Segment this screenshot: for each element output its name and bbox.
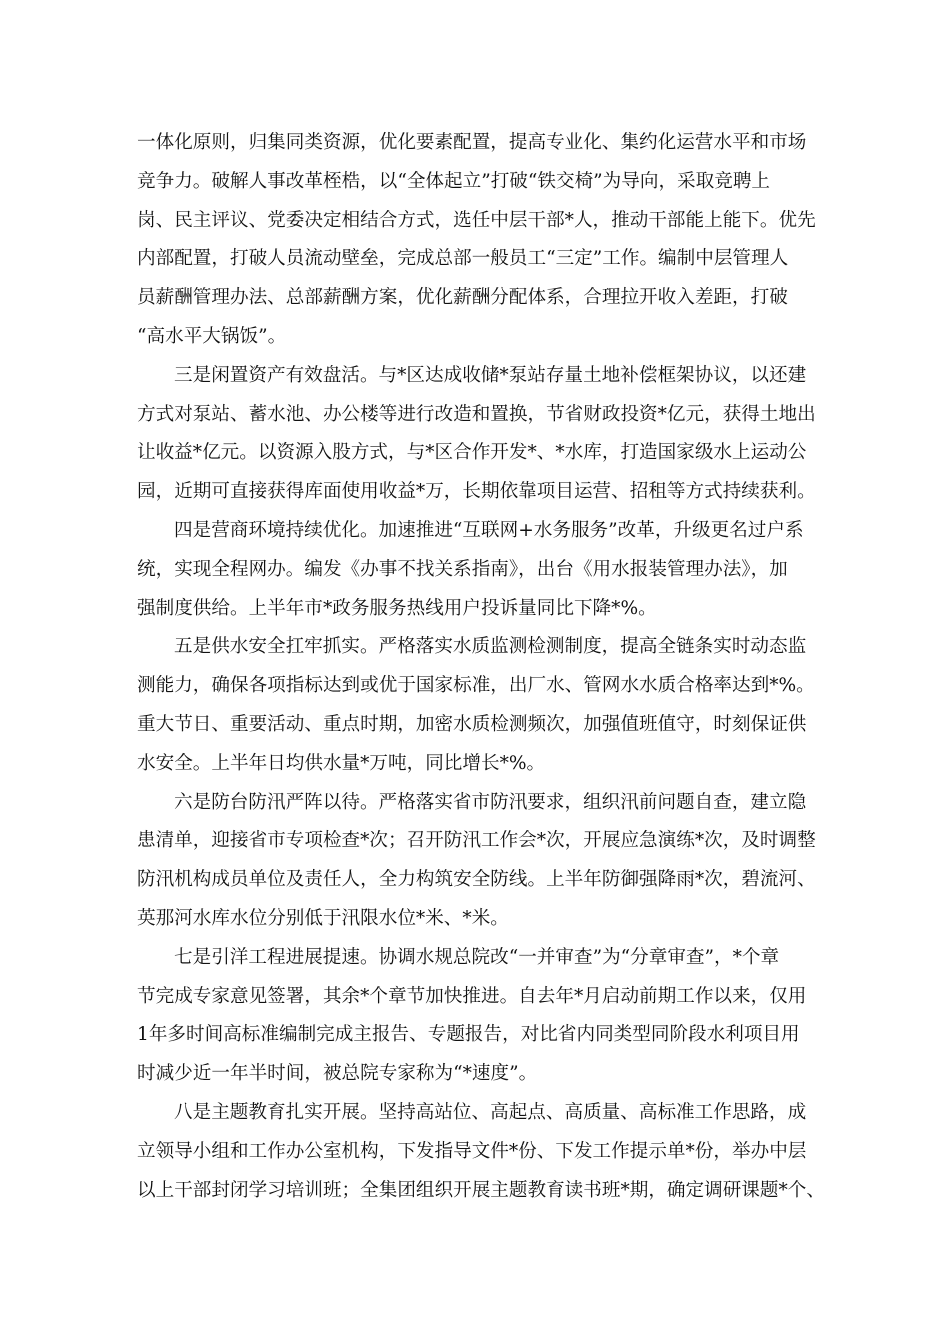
paragraph-water-diversion-project bbox=[137, 939, 851, 1094]
text-line: 重大节日、重要活动、重点时期，加密水质检测频次，加强值班值守，时刻保证供 bbox=[137, 713, 807, 735]
text-line: 以上干部封闭学习培训班；全集团组织开展主题教育读书班*期，确定调研课题*个、 bbox=[137, 1179, 825, 1201]
text-line: 强制度供给。上半年市*政务服务热线用户投诉量同比下降*%。 bbox=[137, 597, 657, 619]
text-line: 六是防台防汛严阵以待。严格落实省市防汛要求，组织汛前问题自查，建立隐 bbox=[174, 791, 807, 813]
text-line: 英那河水库水位分别低于汛限水位*米、*米。 bbox=[137, 907, 509, 929]
text-line: 让收益*亿元。以资源入股方式，与*区合作开发*、*水库，打造国家级水上运动公 bbox=[137, 442, 807, 464]
text-line: 统，实现全程网办。编发《办事不找关系指南》，出台《用水报装管理办法》，加 bbox=[137, 558, 788, 580]
text-line: 防汛机构成员单位及责任人，全力构筑安全防线。上半年防御强降雨*次，碧流河、 bbox=[137, 869, 816, 891]
text-line: 时减少近一年半时间，被总院专家称为“*速度”。 bbox=[137, 1063, 538, 1085]
paragraph-flood-prevention bbox=[137, 784, 851, 939]
text-line: 员薪酬管理办法、总部薪酬方案，优化薪酬分配体系，合理拉开收入差距，打破 bbox=[137, 287, 788, 309]
text-line: 八是主题教育扎实开展。坚持高站位、高起点、高质量、高标准工作思路，成 bbox=[174, 1101, 807, 1123]
text-line: 患清单，迎接省市专项检查*次；召开防汛工作会*次，开展应急演练*次，及时调整 bbox=[137, 830, 816, 852]
text-line: 内部配置，打破人员流动壁垒，完成总部一般员工“三定”工作。编制中层管理人 bbox=[137, 248, 789, 270]
paragraph-idle-assets bbox=[137, 357, 851, 512]
text-line: 立领导小组和工作办公室机构，下发指导文件*份、下发工作提示单*份，举办中层 bbox=[137, 1140, 807, 1162]
text-line: 七是引洋工程进展提速。协调水规总院改“一并审查”为“分章审查”，*个章 bbox=[174, 946, 780, 968]
text-line: 方式对泵站、蓄水池、办公楼等进行改造和置换，节省财政投资*亿元，获得土地出 bbox=[137, 403, 816, 425]
paragraph-theme-education bbox=[137, 1094, 851, 1210]
text-line: 节完成专家意见签署，其余*个章节加快推进。自去年*月启动前期工作以来，仅用 bbox=[137, 985, 807, 1007]
text-line: 1年多时间高标准编制完成主报告、专题报告，对比省内同类型同阶段水利项目用 bbox=[137, 1024, 800, 1046]
text-line: 五是供水安全扛牢抓实。严格落实水质监测检测制度，提高全链条实时动态监 bbox=[174, 636, 807, 658]
document-body bbox=[137, 124, 851, 1210]
text-line: 竞争力。破解人事改革桎梏，以“全体起立”打破“铁交椅”为导向，采取竞聘上 bbox=[137, 170, 771, 192]
text-line: 测能力，确保各项指标达到或优于国家标准，出厂水、管网水水质合格率达到*%。 bbox=[137, 675, 815, 697]
text-line: 岗、民主评议、党委决定相结合方式，选任中层干部*人，推动干部能上能下。优先 bbox=[137, 209, 816, 231]
text-line: 三是闲置资产有效盘活。与*区达成收储*泵站存量土地补偿框架协议，以还建 bbox=[174, 364, 807, 386]
paragraph-business-environment bbox=[137, 512, 851, 628]
text-line: 水安全。上半年日均供水量*万吨，同比增长*%。 bbox=[137, 752, 546, 774]
text-line: 四是营商环境持续优化。加速推进“互联网+水务服务”改革，升级更名过户系 bbox=[174, 519, 804, 541]
text-line: 园，近期可直接获得库面使用收益*万，长期依靠项目运营、招租等方式持续获利。 bbox=[137, 481, 816, 503]
paragraph-water-safety bbox=[137, 628, 851, 783]
text-line: “高水平大锅饭”。 bbox=[137, 325, 287, 347]
text-line: 一体化原则，归集同类资源，优化要素配置，提高专业化、集约化运营水平和市场 bbox=[137, 132, 807, 153]
paragraph-org-reform bbox=[137, 124, 851, 357]
